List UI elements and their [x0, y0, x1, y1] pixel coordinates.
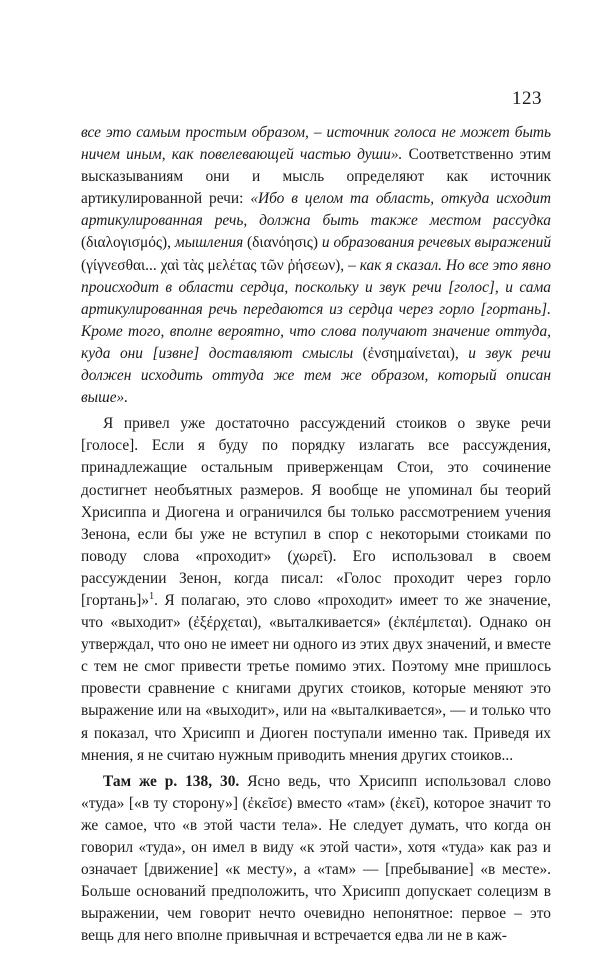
greek-term: (διανόησις) [243, 234, 322, 252]
text-run: – как я сказал. Но все это явно происходит в области сердца, поскольку и звук речи [голос], и сама артикулированная речь передаются из сердца через горло [гортань]. Кроме того, вполне вероятно, что слова получают значение оттуда, куда они [извне] доставляют смыслы [81, 256, 551, 362]
text-run: . Я полагаю, это слово «проходит» имеет то же значение, что «выходит» (ἐξέρχεται), «выталкивается» (ἐκπέμπεται). Однако он утверждал, что оно не имеет ни одного из этих двух значений, и вместе с тем не смог привести третье помимо этих. Поэтому мне пришлось провести сравнение с книгами других стоиков, которые меняют это выражение или на «выходит», или на «выталкивается», — и только что я показал, что Хрисипп и Диоген поступали именно так. Приведя их мнения, я не считаю нужным приводить мнения других стоиков... [81, 591, 551, 764]
greek-term: (γίγνεσθαι... χαὶ τὰς μελέτας τῶν ῥήσεων), [81, 256, 349, 274]
body-text [81, 122, 551, 947]
page-number: 123 [512, 88, 542, 109]
text-run: все это самым простым образом, – источник голоса не может быть ничем иным, как повелевающей частью души». [81, 124, 551, 164]
text-run: и образования речевых выражений [321, 234, 552, 252]
text-run: «Ибо в целом та область, откуда исходит артикулированная речь, должна быть также местом рассудка [81, 190, 551, 230]
footnote-marker: 1 [149, 590, 155, 602]
paragraph-quote-continuation [81, 122, 551, 409]
reference-heading: Там же р. 138, 30. [103, 772, 240, 790]
text-run: мышления [174, 234, 244, 252]
text-run: и звук речи должен исходить оттуда же тем же образом, который описан выше». [81, 344, 551, 407]
greek-term: (διαλογισμός), [81, 234, 175, 252]
text-run: Я привел уже достаточно рассуждений стоиков о звуке речи [голосе]. Если я буду по порядку излагать все рассуждения, принадлежащие остальным приверженцам Стои, это сочинение достигнет необъятных размеров. Я вообще не упоминал бы теорий Хрисиппа и Диогена и ограничился бы только рассмотрением учения Зенона, если бы уже не вступил в спор с некоторыми стоиками по поводу слова «проходит» (χωρεῖ). Его использовал в своем рассуждении Зенон, когда писал: «Голос проходит через горло [гортань]» [81, 415, 551, 609]
text-run: Ясно ведь, что Хрисипп использовал слово «туда» [«в ту сторону»] (ἐκεῖσε) вместо «там» (ἐκεῖ), которое значит то же самое, что «в этой части тела». Не следует думать, что когда он говорил «туда», он имел в виду «к этой части», хотя «туда» как раз и означает [движение] «к месту», а «там» — [пребывание] «в месте». Больше оснований предположить, что Хрисипп допускает солецизм в выражении, чем говорит нечто очевидно непонятное: первое – это вещь для него вполне привычная и встречается едва ли не в каж- [81, 772, 551, 945]
paragraph-stoics [81, 413, 551, 767]
text-run: Соответственно этим высказываниям они и мысль определяют как источник артикулированной речи: [81, 146, 551, 208]
paragraph-reference [81, 771, 551, 948]
greek-term: (ἐνσημαίνεται), [353, 344, 469, 362]
